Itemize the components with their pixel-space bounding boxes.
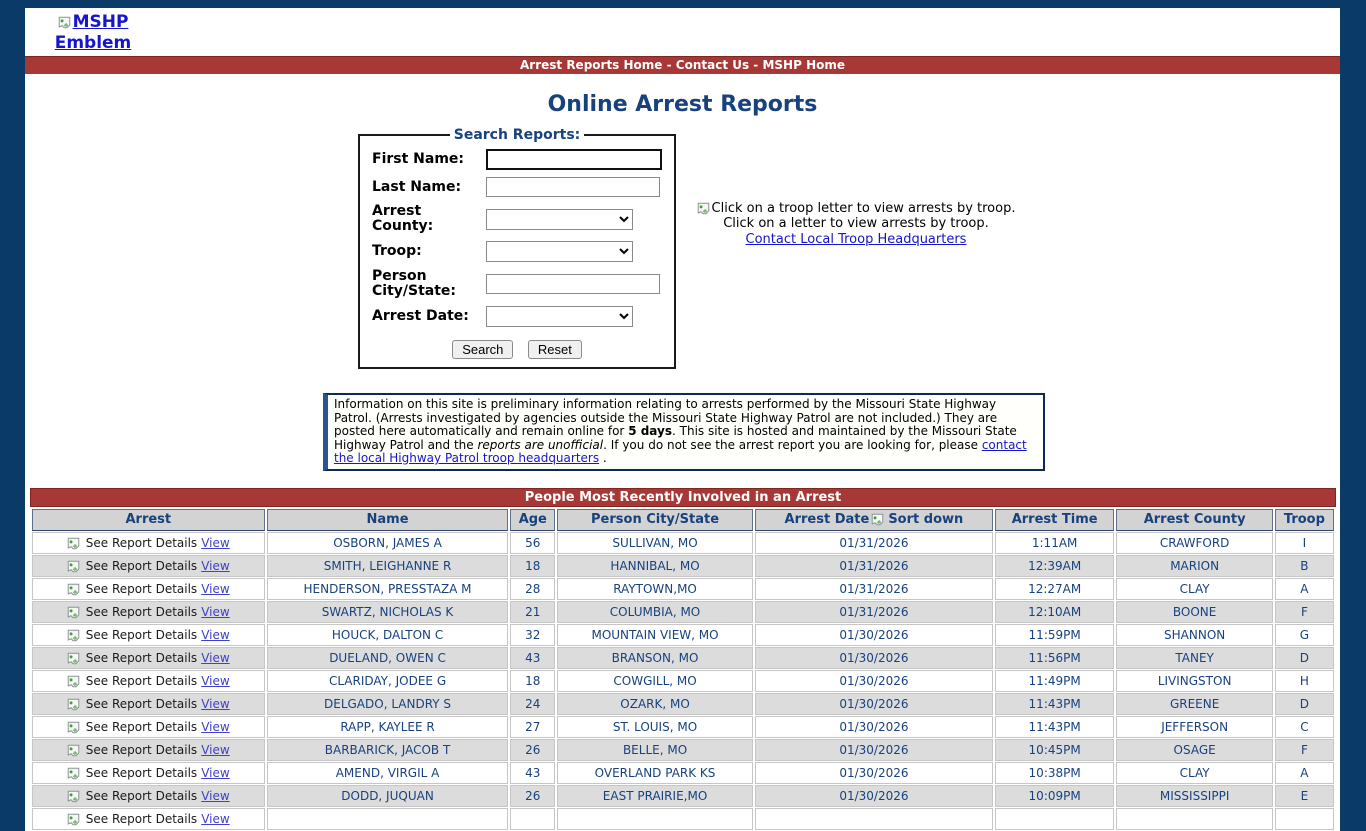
arrest-report-cell — [32, 532, 265, 554]
age-cell: 28 — [510, 578, 555, 600]
person-city-state-input[interactable] — [486, 274, 660, 294]
troop-label: Troop: — [372, 243, 422, 259]
arrest-county-cell: CRAWFORD — [1116, 532, 1272, 554]
mshp-emblem-link[interactable] — [27, 12, 159, 54]
name-cell: HENDERSON, PRESSTAZA M — [267, 578, 509, 600]
name-cell — [267, 808, 509, 830]
person-city-state-cell: EAST PRAIRIE,MO — [557, 785, 753, 807]
arrest-date-cell: 01/31/2026 — [755, 555, 993, 577]
arrest-date-select[interactable] — [486, 306, 633, 327]
arrest-time-cell: 10:09PM — [995, 785, 1115, 807]
reset-button[interactable]: Reset — [528, 340, 582, 359]
col-header-person-city-state[interactable]: Person City/State — [557, 509, 753, 531]
name-cell: SMITH, LEIGHANNE R — [267, 555, 509, 577]
age-cell: 43 — [510, 762, 555, 784]
notice-bold-5-days: 5 days — [628, 424, 672, 438]
see-report-details-label: See Report Details — [85, 604, 198, 619]
col-header-arrest-county[interactable]: Arrest County — [1116, 509, 1272, 531]
disclaimer-notice — [323, 393, 1045, 471]
name-cell: SWARTZ, NICHOLAS K — [267, 601, 509, 623]
view-report-link[interactable]: View — [201, 558, 230, 573]
arrest-report-cell — [32, 716, 265, 738]
troop-map-alt-text[interactable]: Click on a troop letter to view arrests by troop. — [711, 201, 1016, 216]
name-cell: DELGADO, LANDRY S — [267, 693, 509, 715]
view-report-link[interactable]: View — [201, 604, 230, 619]
notice-text: . If you do not see the arrest report you are looking for, please — [603, 437, 982, 452]
person-city-state-cell: COLUMBIA, MO — [557, 601, 753, 623]
view-report-link[interactable]: View — [201, 535, 230, 550]
table-row — [32, 808, 1334, 830]
table-header-row — [32, 509, 1334, 531]
table-row — [32, 693, 1334, 715]
see-report-details-label: See Report Details — [85, 558, 198, 573]
age-cell — [510, 808, 555, 830]
view-report-link[interactable]: View — [201, 788, 230, 803]
arrest-time-cell: 11:43PM — [995, 716, 1115, 738]
table-row — [32, 785, 1334, 807]
table-row — [32, 578, 1334, 600]
name-cell: AMEND, VIRGIL A — [267, 762, 509, 784]
troop-instruction-text: Click on a letter to view arrests by troop. — [723, 216, 989, 231]
col-header-arrest-time[interactable]: Arrest Time — [995, 509, 1115, 531]
troop-cell: H — [1275, 670, 1334, 692]
troop-cell: G — [1275, 624, 1334, 646]
age-cell: 26 — [510, 785, 555, 807]
arrest-county-cell: MISSISSIPPI — [1116, 785, 1272, 807]
arrest-time-cell: 10:38PM — [995, 762, 1115, 784]
arrest-date-cell: 01/30/2026 — [755, 739, 993, 761]
arrest-date-label: Arrest Date: — [372, 308, 469, 324]
search-button[interactable]: Search — [452, 340, 513, 359]
age-cell: 18 — [510, 555, 555, 577]
broken-image-icon — [67, 675, 80, 688]
arrest-county-cell — [1116, 808, 1272, 830]
arrest-county-cell: OSAGE — [1116, 739, 1272, 761]
troop-cell: D — [1275, 647, 1334, 669]
table-row — [32, 670, 1334, 692]
see-report-details-label: See Report Details — [85, 581, 198, 596]
name-cell: DODD, JUQUAN — [267, 785, 509, 807]
age-cell: 56 — [510, 532, 555, 554]
arrest-county-cell: SHANNON — [1116, 624, 1272, 646]
person-city-state-cell: HANNIBAL, MO — [557, 555, 753, 577]
broken-image-icon — [67, 537, 80, 550]
table-row — [32, 555, 1334, 577]
see-report-details-label: See Report Details — [85, 535, 198, 550]
arrest-date-cell: 01/30/2026 — [755, 693, 993, 715]
notice-text: . This site is hosted and maintained by the Missouri State Highway Patrol and the — [334, 424, 1017, 452]
table-title-bar: People Most Recently Involved in an Arrest — [30, 488, 1336, 507]
arrest-date-cell: 01/30/2026 — [755, 647, 993, 669]
arrest-report-cell — [32, 785, 265, 807]
troop-cell: D — [1275, 693, 1334, 715]
name-cell: CLARIDAY, JODEE G — [267, 670, 509, 692]
search-reports-legend: Search Reports: — [453, 127, 581, 143]
person-city-state-cell: BELLE, MO — [557, 739, 753, 761]
troop-cell: F — [1275, 739, 1334, 761]
name-cell: OSBORN, JAMES A — [267, 532, 509, 554]
view-report-link[interactable]: View — [201, 673, 230, 688]
page-title: Online Arrest Reports — [547, 92, 818, 117]
arrest-county-cell: CLAY — [1116, 762, 1272, 784]
arrest-table-body — [32, 532, 1334, 830]
see-report-details-label: See Report Details — [85, 742, 198, 757]
age-cell: 43 — [510, 647, 555, 669]
arrest-time-cell: 11:43PM — [995, 693, 1115, 715]
person-city-state-cell: SULLIVAN, MO — [557, 532, 753, 554]
see-report-details-label: See Report Details — [85, 719, 198, 734]
sort-down-label[interactable]: Sort down — [888, 512, 964, 527]
troop-cell: C — [1275, 716, 1334, 738]
col-header-age[interactable]: Age — [510, 509, 555, 531]
broken-image-icon — [67, 813, 80, 826]
broken-image-icon — [871, 513, 884, 526]
emblem-alt-text: MSHP Emblem — [54, 12, 132, 53]
age-cell: 18 — [510, 670, 555, 692]
arrest-date-cell: 01/31/2026 — [755, 532, 993, 554]
arrest-date-cell: 01/30/2026 — [755, 670, 993, 692]
nav-mshp-home-link[interactable]: MSHP Home — [762, 58, 845, 72]
nav-arrest-reports-home-link[interactable]: Arrest Reports Home — [520, 58, 663, 72]
table-row — [32, 739, 1334, 761]
table-row — [32, 624, 1334, 646]
see-report-details-label: See Report Details — [85, 696, 198, 711]
search-reports-fieldset — [358, 127, 676, 369]
arrest-report-cell — [32, 647, 265, 669]
broken-image-icon — [67, 721, 80, 734]
arrest-date-cell — [755, 808, 993, 830]
see-report-details-label: See Report Details — [85, 765, 198, 780]
age-cell: 24 — [510, 693, 555, 715]
arrest-date-cell: 01/30/2026 — [755, 716, 993, 738]
troop-cell: A — [1275, 762, 1334, 784]
person-city-state-cell: OZARK, MO — [557, 693, 753, 715]
arrest-report-cell — [32, 808, 265, 830]
broken-image-icon — [67, 629, 80, 642]
arrest-table — [30, 508, 1336, 831]
name-cell: RAPP, KAYLEE R — [267, 716, 509, 738]
table-row — [32, 532, 1334, 554]
age-cell: 26 — [510, 739, 555, 761]
arrest-county-cell: MARION — [1116, 555, 1272, 577]
contact-local-troop-link[interactable]: Contact Local Troop Headquarters — [745, 232, 967, 247]
arrest-date-cell: 01/30/2026 — [755, 624, 993, 646]
col-header-arrest[interactable]: Arrest — [32, 509, 265, 531]
col-header-troop[interactable]: Troop — [1275, 509, 1334, 531]
troop-cell: B — [1275, 555, 1334, 577]
arrest-time-cell: 10:45PM — [995, 739, 1115, 761]
broken-image-icon — [67, 767, 80, 780]
arrest-time-cell: 1:11AM — [995, 532, 1115, 554]
arrest-time-cell: 12:27AM — [995, 578, 1115, 600]
see-report-details-label: See Report Details — [85, 673, 198, 688]
name-cell: BARBARICK, JACOB T — [267, 739, 509, 761]
arrest-county-cell: GREENE — [1116, 693, 1272, 715]
arrest-county-cell: CLAY — [1116, 578, 1272, 600]
person-city-state-cell: MOUNTAIN VIEW, MO — [557, 624, 753, 646]
first-name-label: First Name: — [372, 151, 465, 167]
broken-image-icon — [67, 583, 80, 596]
table-row — [32, 647, 1334, 669]
person-city-state-cell: OVERLAND PARK KS — [557, 762, 753, 784]
view-report-link[interactable]: View — [201, 627, 230, 642]
arrest-report-cell — [32, 739, 265, 761]
arrest-report-cell — [32, 555, 265, 577]
view-report-link[interactable]: View — [201, 650, 230, 665]
broken-image-icon — [67, 652, 80, 665]
arrest-county-select[interactable] — [486, 209, 633, 230]
arrest-time-cell: 12:39AM — [995, 555, 1115, 577]
arrest-county-cell: TANEY — [1116, 647, 1272, 669]
arrest-county-cell: BOONE — [1116, 601, 1272, 623]
troop-select[interactable] — [486, 241, 633, 262]
troop-cell: I — [1275, 532, 1334, 554]
person-city-state-cell: COWGILL, MO — [557, 670, 753, 692]
view-report-link[interactable]: View — [201, 742, 230, 757]
search-section — [25, 127, 1340, 369]
broken-image-icon — [67, 790, 80, 803]
troop-map-line — [696, 201, 1016, 216]
table-row — [32, 716, 1334, 738]
view-report-link[interactable]: View — [201, 811, 230, 826]
arrest-table-section — [30, 488, 1336, 831]
view-report-link[interactable]: View — [201, 581, 230, 596]
arrest-date-cell: 01/31/2026 — [755, 578, 993, 600]
last-name-input[interactable] — [486, 177, 660, 197]
troop-cell — [1275, 808, 1334, 830]
person-city-state-cell: ST. LOUIS, MO — [557, 716, 753, 738]
troop-cell: E — [1275, 785, 1334, 807]
nav-separator: - — [662, 58, 676, 72]
name-cell: DUELAND, OWEN C — [267, 647, 509, 669]
arrest-report-cell — [32, 601, 265, 623]
nav-contact-us-link[interactable]: Contact Us — [675, 58, 750, 72]
arrest-time-cell: 12:10AM — [995, 601, 1115, 623]
troop-cell: A — [1275, 578, 1334, 600]
masthead — [25, 8, 1340, 56]
arrest-report-cell — [32, 578, 265, 600]
broken-image-icon — [67, 744, 80, 757]
see-report-details-label: See Report Details — [85, 627, 198, 642]
view-report-link[interactable]: View — [201, 696, 230, 711]
person-city-state-label: Person City/State: — [372, 268, 457, 299]
troop-info-block — [696, 127, 1016, 247]
arrest-time-cell — [995, 808, 1115, 830]
first-name-input[interactable] — [486, 149, 662, 170]
arrest-report-cell — [32, 670, 265, 692]
last-name-label: Last Name: — [372, 178, 462, 195]
arrest-county-label: Arrest County: — [372, 203, 434, 234]
person-city-state-cell — [557, 808, 753, 830]
arrest-report-cell — [32, 624, 265, 646]
arrest-date-header-label: Arrest Date — [784, 512, 870, 527]
person-city-state-cell: BRANSON, MO — [557, 647, 753, 669]
arrest-time-cell: 11:49PM — [995, 670, 1115, 692]
contact-troop-headquarters-link[interactable]: contact the local Highway Patrol troop headquarters — [334, 437, 1027, 465]
age-cell: 32 — [510, 624, 555, 646]
notice-text: . — [599, 451, 607, 465]
arrest-county-cell: LIVINGSTON — [1116, 670, 1272, 692]
notice-text: Information on this site is preliminary information relating to arrests performed by the Missouri State Highway Patrol. (Arrests investigated by agencies outside the Missouri State Highway Patrol are not included.) They are posted here automatically and remain online for — [334, 397, 998, 438]
col-header-arrest-date[interactable] — [755, 509, 993, 531]
table-row — [32, 762, 1334, 784]
view-report-link[interactable]: View — [201, 765, 230, 780]
nav-separator: - — [749, 58, 763, 72]
arrest-report-cell — [32, 693, 265, 715]
arrest-time-cell: 11:56PM — [995, 647, 1115, 669]
see-report-details-label: See Report Details — [85, 650, 198, 665]
arrest-time-cell: 11:59PM — [995, 624, 1115, 646]
name-cell: HOUCK, DALTON C — [267, 624, 509, 646]
page-content — [25, 8, 1340, 831]
arrest-date-cell: 01/30/2026 — [755, 762, 993, 784]
arrest-report-cell — [32, 762, 265, 784]
person-city-state-cell: RAYTOWN,MO — [557, 578, 753, 600]
broken-image-icon — [67, 698, 80, 711]
view-report-link[interactable]: View — [201, 719, 230, 734]
table-row — [32, 601, 1334, 623]
arrest-date-cell: 01/31/2026 — [755, 601, 993, 623]
see-report-details-label: See Report Details — [85, 811, 198, 826]
arrest-county-cell: JEFFERSON — [1116, 716, 1272, 738]
age-cell: 27 — [510, 716, 555, 738]
notice-italic-unofficial: reports are unofficial — [477, 437, 604, 452]
broken-image-icon — [67, 606, 80, 619]
age-cell: 21 — [510, 601, 555, 623]
troop-cell: F — [1275, 601, 1334, 623]
broken-image-icon — [58, 16, 71, 29]
broken-image-icon — [697, 202, 710, 215]
col-header-name[interactable]: Name — [267, 509, 509, 531]
form-buttons — [372, 334, 662, 359]
top-navbar — [25, 56, 1340, 74]
broken-image-icon — [67, 560, 80, 573]
see-report-details-label: See Report Details — [85, 788, 198, 803]
arrest-date-cell: 01/30/2026 — [755, 785, 993, 807]
